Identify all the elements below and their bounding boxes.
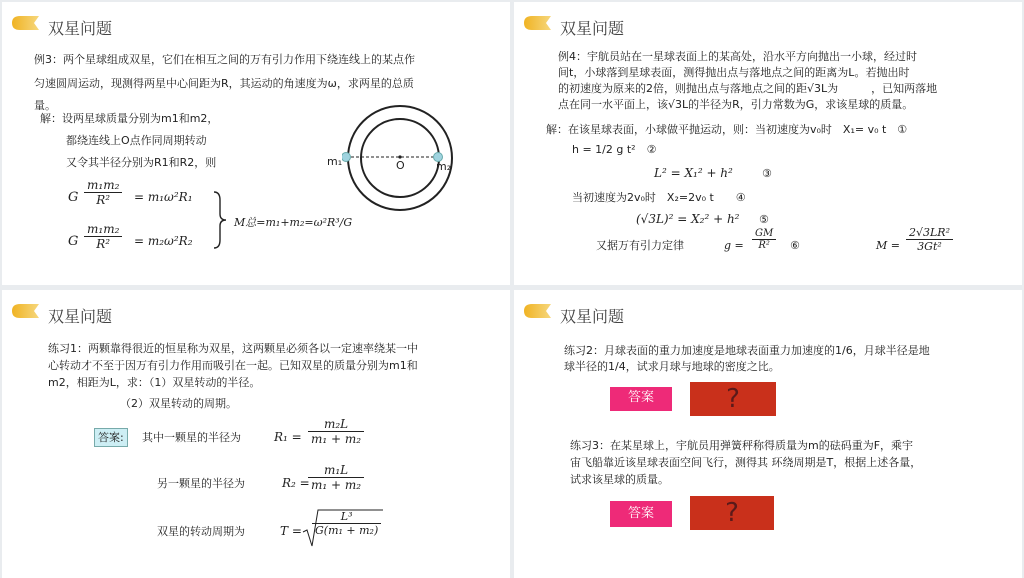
solution-text: 解：设两星球质量分别为m1和m2，: [40, 112, 219, 125]
equation-2-rhs: = m₂ω²R₂: [134, 234, 193, 248]
r1-denominator: m₁ + m₂: [311, 432, 362, 446]
g-formula-number: ⑥: [790, 239, 800, 252]
slide-title: 双星问题: [560, 307, 625, 326]
equation-1-rhs: = m₁ω²R₁: [134, 190, 193, 204]
answer-button[interactable]: 答案: [610, 387, 672, 411]
label-m1: m₁: [327, 155, 343, 168]
exercise-2-text: 球半径的1/4，试求月球与地球的密度之比。: [564, 360, 780, 373]
equation-1-denominator: R²: [96, 193, 111, 207]
slide-title: 双星问题: [48, 19, 113, 38]
equation-5-number: ⑤: [759, 213, 769, 226]
problem-text: 练习1：两颗靠得很近的恒星称为双星，这两颗星必须各以一定速率绕某一中: [48, 342, 418, 355]
example-text: 匀速圆周运动，现测得两星中心间距为R，其运动的角速度为ω，求两星的总质: [34, 77, 414, 90]
total-mass-formula: M总=m₁+m₂=ω²R³/G: [234, 216, 353, 229]
r1-lhs: R₁ =: [274, 430, 302, 444]
mass-numerator: 2√3LR²: [906, 226, 953, 240]
r2-fraction: [308, 463, 364, 492]
hidden-answer-button[interactable]: ?: [690, 496, 774, 530]
r1-fraction: [308, 417, 364, 446]
g-numerator: GM: [752, 228, 776, 240]
example-text: 例4：宇航员站在一星球表面上的某高处，沿水平方向抛出一小球，经过时: [558, 50, 917, 63]
answer-label: 答案:: [94, 428, 128, 447]
problem-text: （2）双星转动的周期。: [120, 397, 237, 410]
equation-3: L² = X₁² + h²: [654, 166, 733, 180]
solution-text: 又令其半径分别为R1和R2，则: [66, 156, 217, 169]
period-denominator: G(m₁ + m₂): [315, 524, 379, 537]
example-text: 例3：两个星球组成双星，它们在相互之间的万有引力作用下绕连线上的某点作: [34, 53, 415, 66]
solution-text: 当初速度为2v₀时 X₂=2v₀ t ④: [572, 191, 746, 204]
equation-2-denominator: R²: [96, 237, 111, 251]
solution-text: h = 1/2 g t² ②: [572, 143, 657, 156]
period-fraction: [312, 510, 381, 537]
r2-numerator: m₁L: [308, 463, 364, 478]
next-slide-edge: [2, 573, 510, 578]
slide-title: 双星问题: [48, 307, 113, 326]
slide-title: 双星问题: [560, 19, 625, 38]
equation-2-fraction: [84, 222, 122, 251]
example-text: 间t，小球落到星球表面，测得抛出点与落地点之间的距离为L。若抛出时: [558, 66, 910, 79]
period-numerator: L³: [312, 510, 381, 524]
label-m2: m₂: [436, 160, 452, 173]
header-ribbon-icon: [522, 15, 552, 31]
period-text: 双星的转动周期为: [157, 525, 245, 538]
label-center-o: O: [396, 159, 405, 172]
equation-2-lhs: G: [68, 234, 79, 249]
answer-button[interactable]: 答案: [610, 501, 672, 527]
exercise-3-text: 试求该星球的质量。: [570, 473, 669, 486]
solution-text: 又据万有引力定律: [596, 239, 684, 252]
slide-binary-star-example-4: [514, 2, 1022, 285]
radius-1-text: 其中一颗星的半径为: [142, 431, 241, 444]
radius-2-text: 另一颗星的半径为: [157, 477, 245, 490]
g-denominator: R²: [758, 240, 770, 251]
exercise-2-text: 练习2：月球表面的重力加速度是地球表面重力加速度的1/6，月球半径是地: [564, 344, 930, 357]
solution-text: 都绕连线上O点作同周期转动: [66, 134, 207, 147]
equation-1-lhs: G: [68, 190, 79, 205]
hidden-answer-button[interactable]: ?: [690, 382, 776, 416]
equation-3-number: ③: [762, 167, 772, 180]
g-formula-lhs: g =: [724, 239, 744, 252]
slide-binary-star-exercise-1: [2, 290, 510, 573]
solution-text: 解：在该星球表面，小球做平抛运动，则：当初速度为v₀时 X₁= v₀ t ①: [546, 123, 908, 136]
header-ribbon-icon: [522, 303, 552, 319]
problem-text: 心转动才不至于因万有引力作用而吸引在一起。已知双星的质量分别为m1和: [48, 359, 418, 372]
problem-text: m2，相距为L，求：（1）双星转动的半径。: [48, 376, 261, 389]
exercise-3-text: 练习3：在某星球上，宇航员用弹簧秤称得质量为m的砝码重为F，乘宇: [570, 439, 914, 452]
curly-brace-icon: [212, 190, 228, 250]
slide-binary-star-exercises-2-3: [514, 290, 1022, 573]
mass-formula-fraction: [906, 226, 953, 253]
r2-lhs: R₂ =: [282, 476, 310, 490]
r1-numerator: m₂L: [308, 417, 364, 432]
equation-1-numerator: m₁m₂: [84, 178, 122, 193]
r2-denominator: m₁ + m₂: [311, 478, 362, 492]
exercise-3-text: 宙飞船靠近该星球表面空间飞行，测得其 环绕周期是T，根据上述各量，: [570, 456, 922, 469]
header-ribbon-icon: [10, 15, 40, 31]
header-ribbon-icon: [10, 303, 40, 319]
equation-5: (√3L)² = X₂² + h²: [636, 212, 740, 226]
example-text: 点在同一水平面上，该√3L的半径为R，引力常数为G，求该星球的质量。: [558, 98, 914, 111]
slide-binary-star-example-3: [2, 2, 510, 285]
g-formula-fraction: [752, 228, 776, 251]
next-slide-edge: [514, 573, 1022, 578]
mass-denominator: 3Gt²: [917, 240, 942, 253]
example-text: 量。: [34, 99, 56, 112]
equation-2-numerator: m₁m₂: [84, 222, 122, 237]
equation-1-fraction: [84, 178, 122, 207]
mass-formula-lhs: M =: [876, 239, 900, 252]
period-lhs: T =: [280, 524, 302, 538]
example-text: 的初速度为原来的2倍，则抛出点与落地点之间的距√3L为 ，已知两落地: [558, 82, 938, 95]
